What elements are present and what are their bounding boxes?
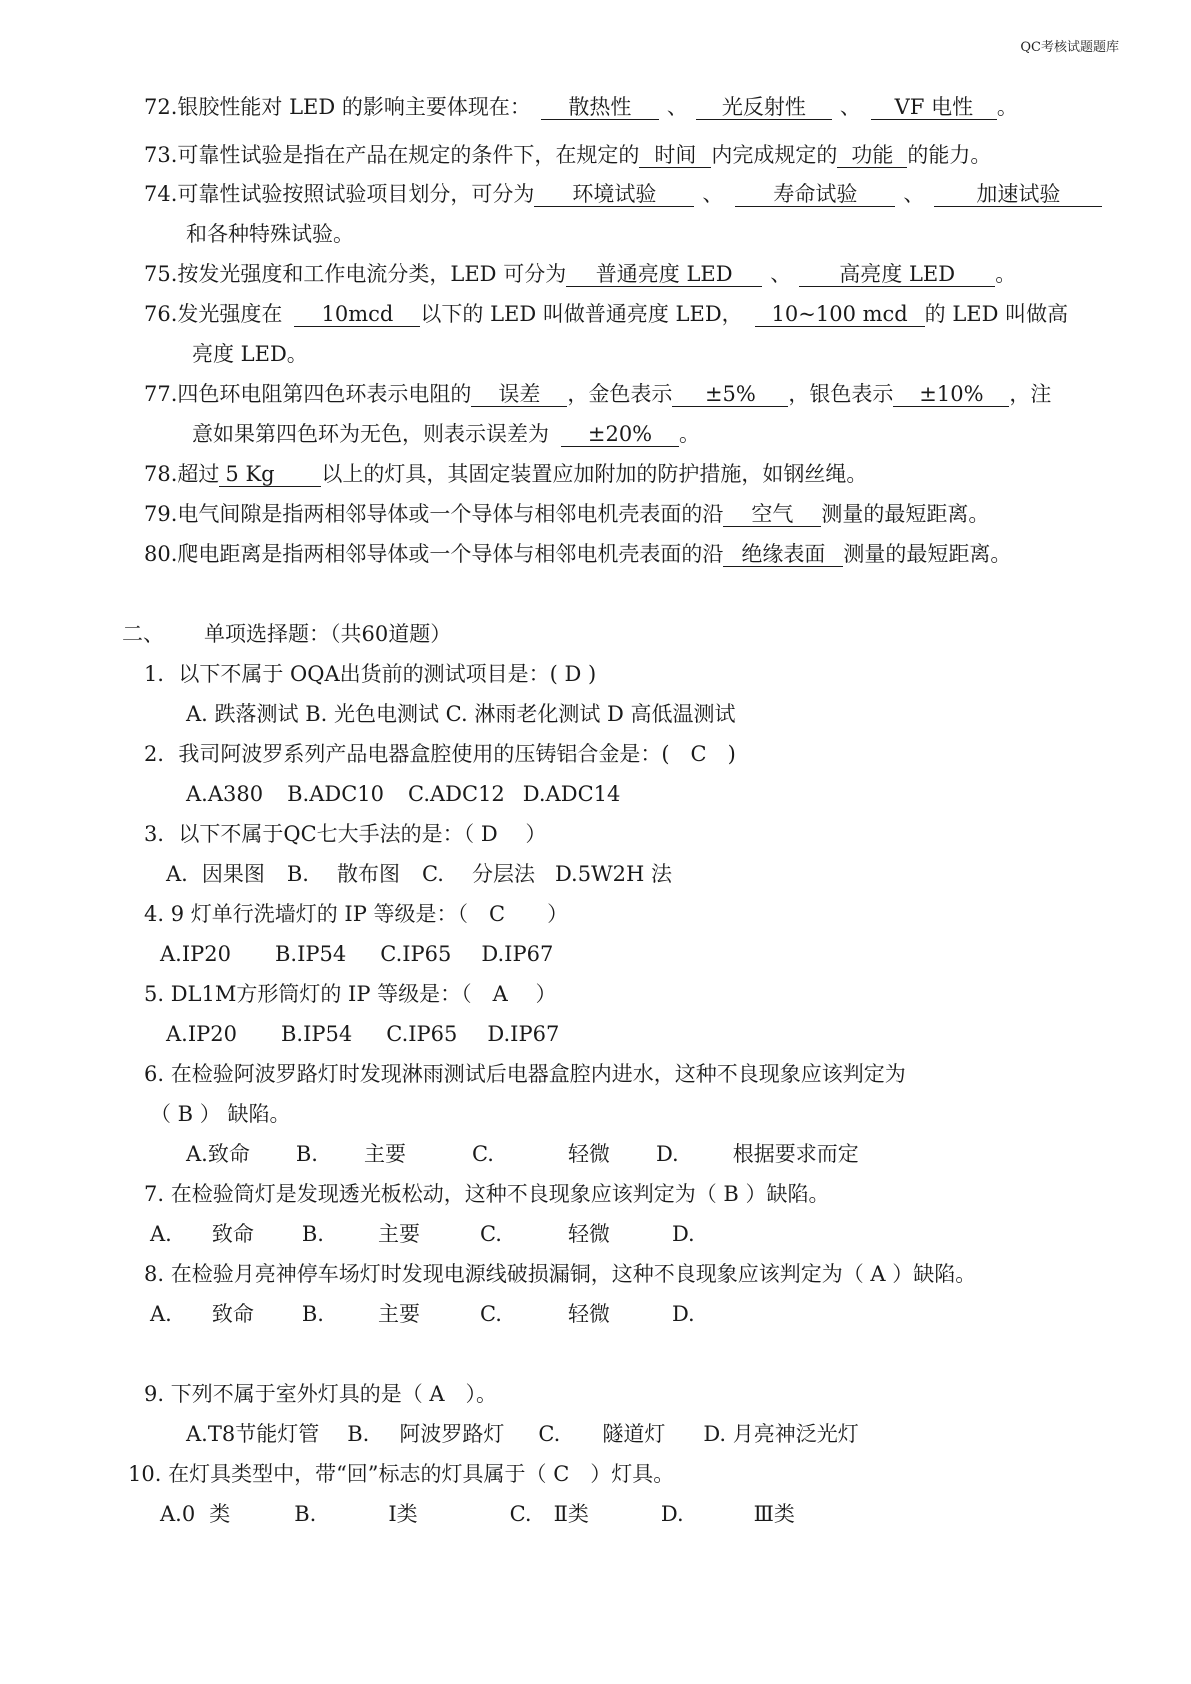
choice-question-2: 2．我司阿波罗系列产品电器盒腔使用的压铸铝合金是：( C ) — [144, 742, 736, 766]
choice-question-7: 7. 在检验筒灯是发现透光板松动，这种不良现象应该判定为（ B ）缺陷。 — [144, 1182, 830, 1206]
choice-question-4: 4. 9 灯单行洗墙灯的 IP 等级是：（ C ） — [144, 902, 569, 926]
choice-options-5: A.IP20 B.IP54 C.IP65 D.IP67 — [166, 1022, 560, 1046]
answer-blank: 10~100 mcd — [755, 302, 925, 327]
answer-blank: 光反射性 — [696, 95, 832, 120]
answer-blank: 5 Kg — [219, 462, 321, 487]
answer-blank: 普通亮度 LED — [566, 262, 762, 287]
question-74: 74.可靠性试验按照试验项目划分，可分为 环境试验 、 寿命试验 、 加速试验 — [144, 180, 1102, 208]
choice-options-7: A. 致命 B. 主要 C. 轻微 D. — [150, 1222, 695, 1246]
answer-blank: 环境试验 — [534, 182, 694, 207]
choice-options-9: A.T8节能灯管 B. 阿波罗路灯 C. 隧道灯 D. 月亮神泛光灯 — [186, 1422, 859, 1446]
answer-blank: 寿命试验 — [735, 182, 895, 207]
choice-options-3: A. 因果图 B. 散布图 C. 分层法 D.5W2H 法 — [166, 862, 673, 886]
question-75: 75.按发光强度和工作电流分类，LED 可分为 普通亮度 LED 、 高亮度 LED 。 — [144, 262, 1017, 286]
question-73: 73.可靠性试验是指在产品在规定的条件下，在规定的 时间 内完成规定的 功能 的能力。 — [144, 143, 992, 167]
page-header: QC考核试题题库 — [1020, 40, 1119, 55]
question-76-continued: 亮度 LED。 — [192, 342, 308, 366]
answer-blank: 空气 — [723, 502, 821, 527]
question-76: 76.发光强度在 10mcd 以下的 LED 叫做普通亮度 LED， 10~100 mcd 的 LED 叫做高 — [144, 302, 1069, 326]
choice-options-4: A.IP20 B.IP54 C.IP65 D.IP67 — [160, 942, 554, 966]
answer-blank: ±5% — [672, 382, 788, 407]
choice-question-8: 8. 在检验月亮神停车场灯时发现电源线破损漏铜，这种不良现象应该判定为（ A ）缺陷。 — [144, 1262, 977, 1286]
answer-blank: 绝缘表面 — [723, 542, 843, 567]
question-78: 78.超过 5 Kg 以上的灯具，其固定装置应加附加的防护措施，如钢丝绳。 — [144, 462, 868, 486]
choice-question-6: 6. 在检验阿波罗路灯时发现淋雨测试后电器盒腔内进水，这种不良现象应该判定为 — [144, 1062, 906, 1086]
question-77-continued: 意如果第四色环为无色，则表示误差为 ±20% 。 — [192, 422, 700, 446]
question-80: 80.爬电距离是指两相邻导体或一个导体与相邻电机壳表面的沿 绝缘表面 测量的最短距离。 — [144, 542, 1012, 566]
answer-blank: 时间 — [639, 143, 711, 168]
choice-question-10: 10. 在灯具类型中，带“回”标志的灯具属于（ C ）灯具。 — [128, 1462, 675, 1486]
choice-options-10: A.0 类 B. Ⅰ类 C. Ⅱ类 D. Ⅲ类 — [160, 1502, 795, 1526]
choice-question-3: 3．以下不属于QC七大手法的是：（ D ） — [144, 822, 547, 846]
answer-blank: ±10% — [893, 382, 1009, 407]
question-74-continued: 和各种特殊试验。 — [186, 222, 354, 246]
choice-options-8: A. 致命 B. 主要 C. 轻微 D. — [150, 1302, 695, 1326]
question-77: 77.四色环电阻第四色环表示电阻的 误差 ，金色表示 ±5% ，银色表示 ±10% ，注 — [144, 382, 1052, 406]
answer-blank: VF 电性 — [871, 95, 997, 120]
answer-blank: 10mcd — [294, 302, 420, 327]
choice-options-1: A. 跌落测试 B. 光色电测试 C. 淋雨老化测试 D 高低温测试 — [186, 702, 736, 726]
choice-question-6-continued: （ B ） 缺陷。 — [150, 1102, 291, 1126]
choice-question-5: 5. DL1M方形筒灯的 IP 等级是：（ A ） — [144, 982, 557, 1006]
answer-blank: 散热性 — [541, 95, 659, 120]
choice-question-9: 9. 下列不属于室外灯具的是（ A ）。 — [144, 1382, 498, 1406]
question-72: 72.银胶性能对 LED 的影响主要体现在： 散热性 、 光反射性 、 VF 电性 。 — [144, 95, 1018, 119]
answer-blank: ±20% — [561, 422, 679, 447]
question-79: 79.电气间隙是指两相邻导体或一个导体与相邻电机壳表面的沿 空气 测量的最短距离。 — [144, 502, 990, 526]
section-heading: 二、 单项选择题：（共60道题） — [122, 622, 452, 646]
answer-blank: 误差 — [471, 382, 567, 407]
choice-question-1: 1．以下不属于 OQA出货前的测试项目是：( D ) — [144, 662, 597, 686]
answer-blank: 功能 — [837, 143, 907, 168]
answer-blank: 加速试验 — [934, 182, 1102, 207]
choice-options-2: A.A380 B.ADC10 C.ADC12 D.ADC14 — [186, 782, 621, 806]
answer-blank: 高亮度 LED — [799, 262, 995, 287]
choice-options-6: A.致命 B. 主要 C. 轻微 D. 根据要求而定 — [186, 1142, 859, 1166]
